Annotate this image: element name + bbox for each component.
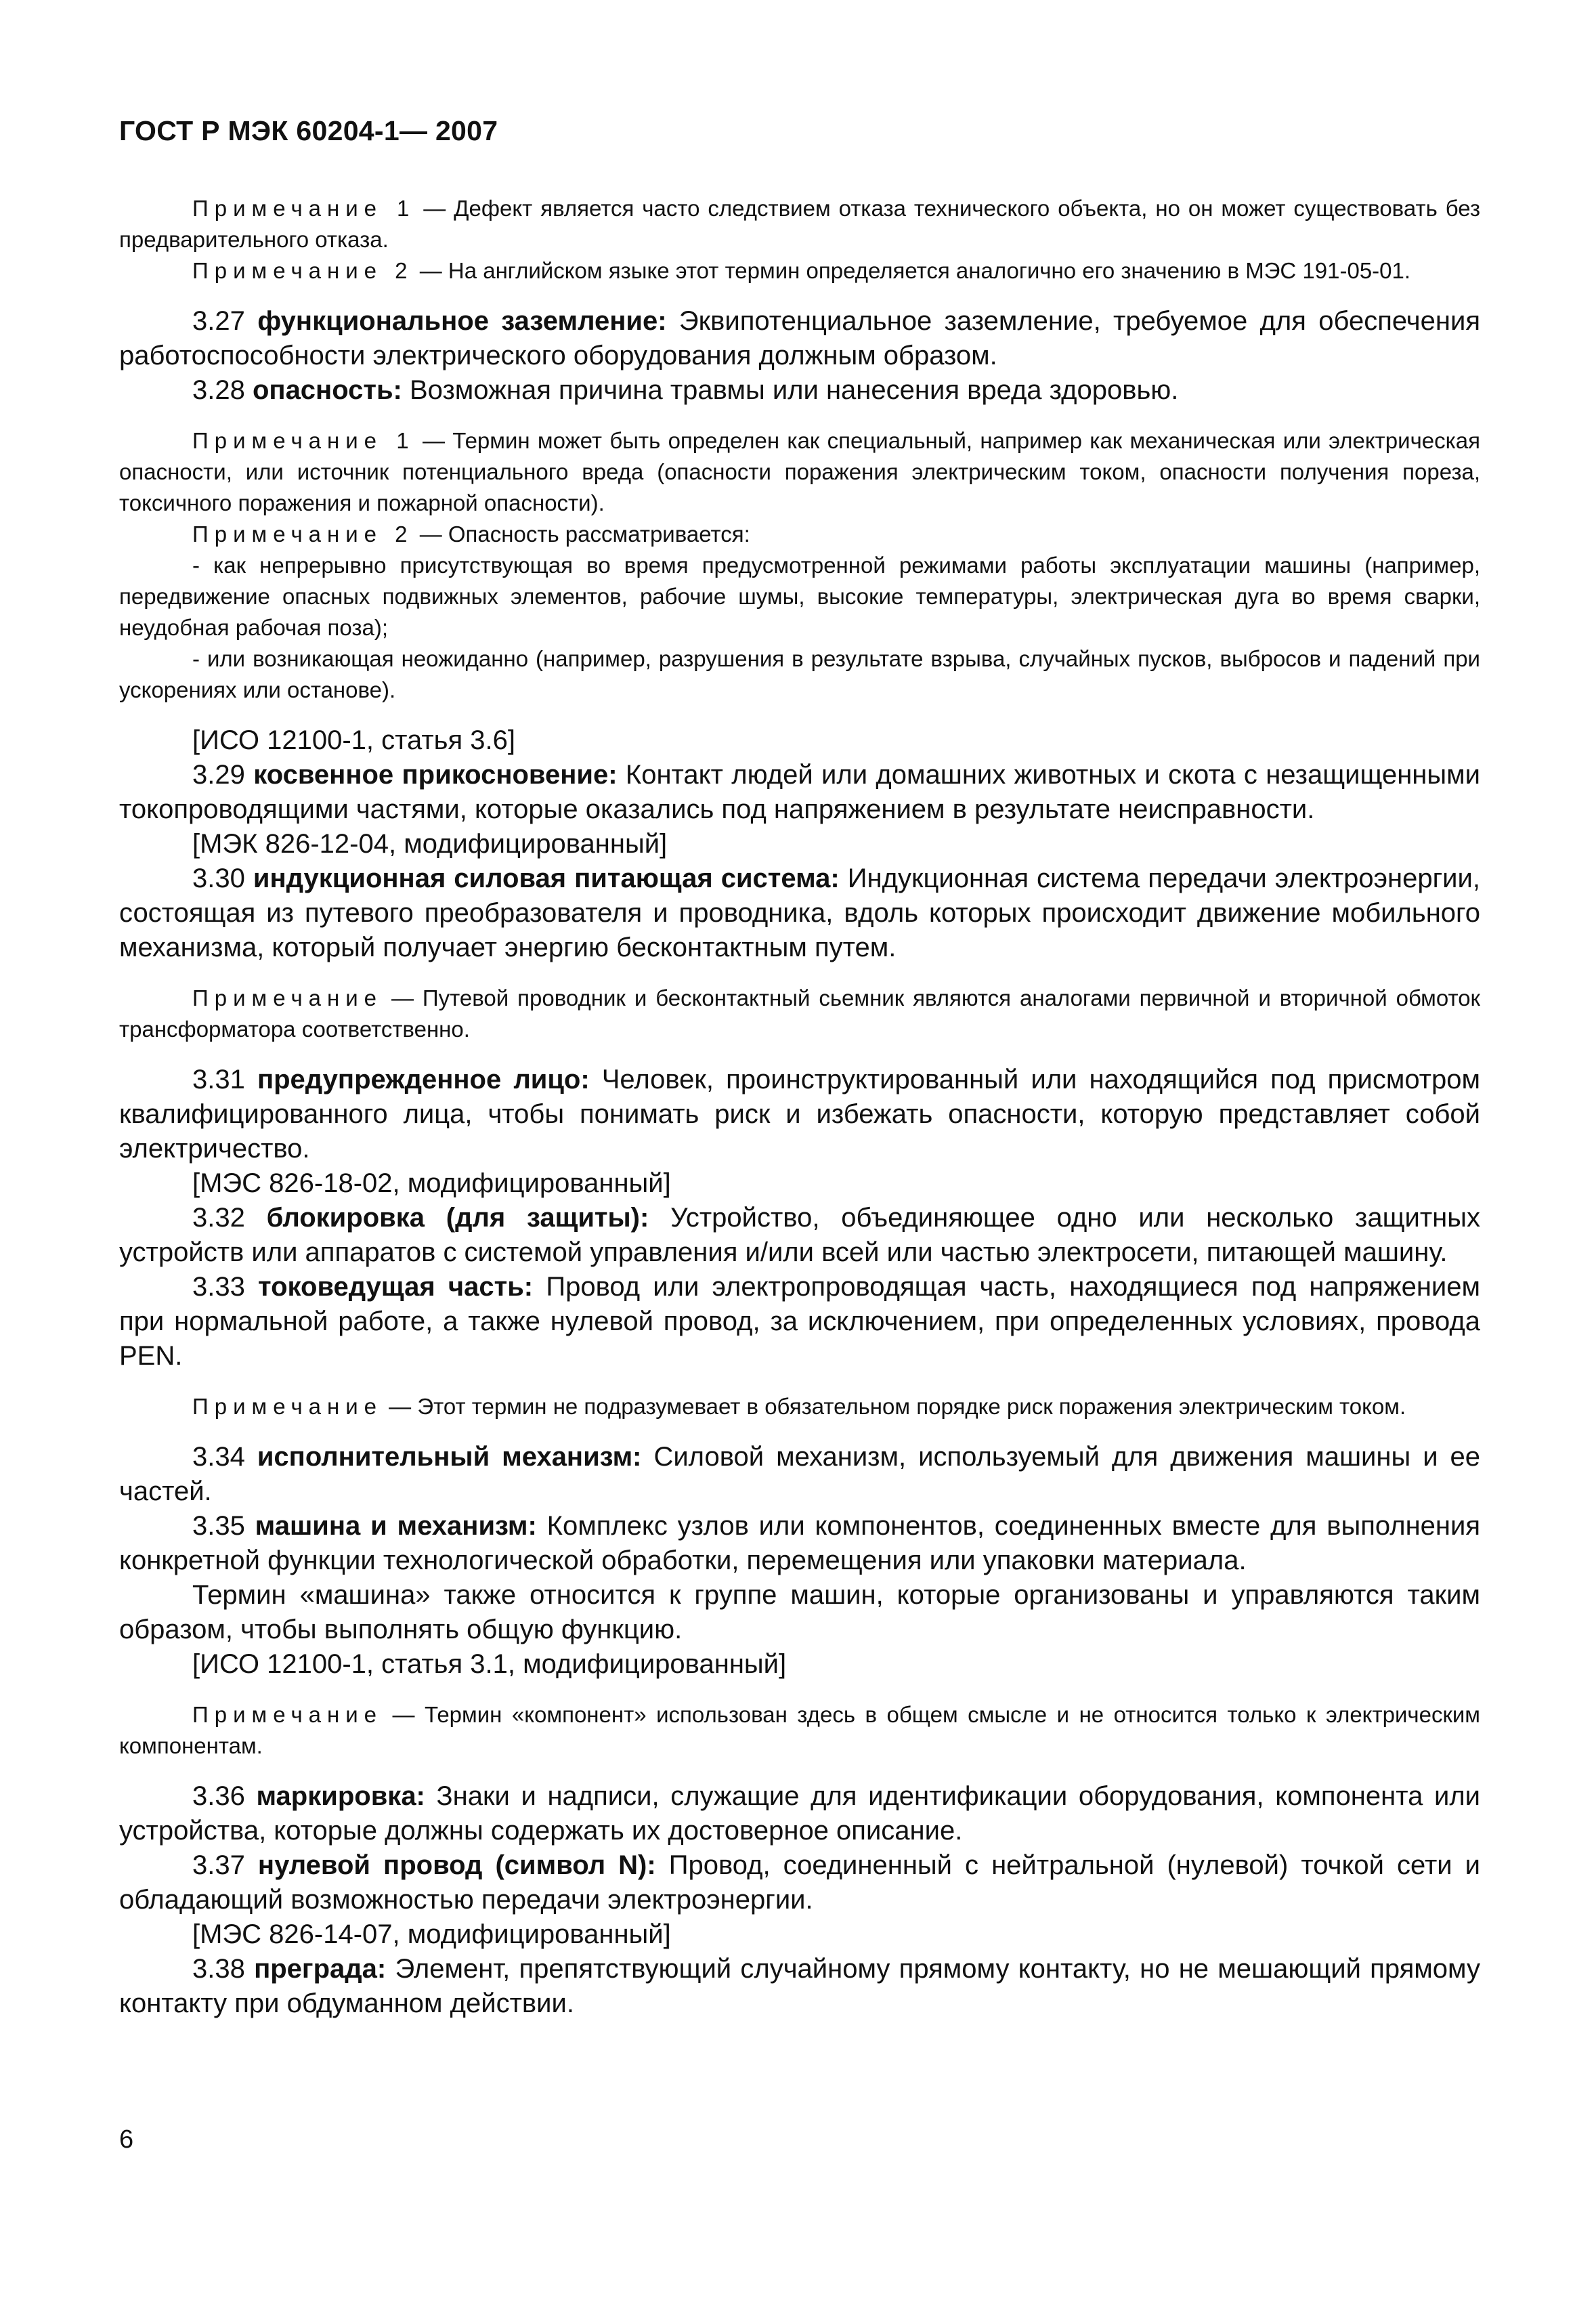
note-label: Примечание (192, 1394, 383, 1419)
note-text: — Дефект является часто следствием отказа технического объекта, но он может существовать без предварительного отказа. (119, 196, 1480, 252)
term-name: токоведущая часть: (258, 1272, 534, 1302)
term-definition (119, 304, 1480, 373)
term-text: Знаки и надписи, служащие для идентификации оборудования, компонента или устройства, которые должны содержать их достоверное описание. (119, 1781, 1481, 1846)
term-text: Возможная причина травмы или нанесения вреда здоровью. (402, 375, 1179, 405)
note-label: Примечание (192, 985, 383, 1010)
term-number: 3.28 (192, 375, 253, 405)
note-label: Примечание 2 (192, 258, 414, 283)
note-text: — На английском языке этот термин определяется аналогично его значению в МЭС 191-05-01. (413, 258, 1411, 283)
term-name: косвенное прикосновение: (253, 760, 618, 790)
term-text: Комплекс узлов или компонентов, соединенных вместе для выполнения конкретной функции технологической обработки, перемещения или упаковки материала. (119, 1511, 1481, 1575)
term-name: маркировка: (256, 1781, 425, 1811)
term-name: индукционная силовая питающая система: (253, 864, 840, 893)
term-number: 3.27 (192, 306, 258, 336)
note-label: Примечание (192, 1702, 383, 1727)
term-name: опасность: (252, 375, 402, 405)
note-text: — Путевой проводник и бесконтактный сьемник являются аналогами первичной и вторичной обмоток трансформатора соответственно. (119, 985, 1480, 1042)
document-body (119, 193, 1480, 2021)
spacer (119, 1045, 1480, 1063)
term-name: машина и механизм: (255, 1511, 537, 1541)
term-number: 3.34 (192, 1442, 257, 1472)
note-item (119, 550, 1480, 643)
term-definition (119, 1063, 1480, 1166)
note-label: Примечание 2 (192, 522, 414, 547)
term-text: Эквипотенциальное заземление, требуемое для обеспечения работоспособности электрического оборудования должным образом. (119, 306, 1480, 370)
term-definition (119, 1509, 1480, 1578)
term-text: Устройство, объединяющее одно или несколько защитных устройств или аппаратов с системой управления и/или всей или частью электросети, питающей машину. (119, 1203, 1480, 1267)
term-text: Индукционная система передачи электроэнергии, состоящая из путевого преобразователя и проводника, вдоль которых происходит движение мобильного механизма, который получает энергию бесконтактным путем. (119, 864, 1480, 962)
term-definition (119, 1270, 1480, 1374)
spacer (119, 1422, 1480, 1440)
spacer (119, 1762, 1480, 1779)
term-text: Элемент, препятствующий случайному прямому контакту, но не мешающий прямому контакту при обдуманном действии. (119, 1954, 1480, 2018)
spacer (119, 706, 1480, 723)
term-text: Человек, проинструктированный или находящийся под присмотром квалифицированного лица, чтобы понимать риск и избежать опасности, которую представляет собой электричество. (119, 1065, 1480, 1164)
reference-text: [МЭС 826-18-02, модифицированный] (192, 1168, 671, 1198)
term-number: 3.32 (192, 1203, 267, 1233)
note (119, 425, 1480, 519)
term-name: преграда: (254, 1954, 387, 1984)
note (119, 519, 1480, 550)
reference (119, 1647, 1480, 1682)
term-definition (119, 1440, 1480, 1509)
term-name: предупрежденное лицо: (257, 1065, 590, 1094)
note (119, 983, 1480, 1045)
note (119, 255, 1480, 286)
note-text: — Этот термин не подразумевает в обязательном порядке риск поражения электрическим током. (383, 1394, 1406, 1419)
term-definition (119, 1952, 1480, 2021)
note (119, 1391, 1480, 1422)
term-number: 3.30 (192, 864, 253, 893)
spacer (119, 408, 1480, 425)
reference-text: [ИСО 12100-1, статья 3.1, модифицированный] (192, 1649, 787, 1679)
note-item (119, 643, 1480, 706)
term-number: 3.29 (192, 760, 254, 790)
term-number: 3.37 (192, 1850, 258, 1880)
term-text: Провод или электропроводящая часть, находящиеся под напряжением при нормальной работе, а также нулевой провод, за исключением, при определенных условиях, провода PEN. (119, 1272, 1481, 1371)
note-text: — Термин может быть определен как специальный, например как механическая или электрическая опасности, или источник потенциального вреда (опасности поражения электрическим током, опасности получения пореза, токсичного поражения и пожарной опасности). (119, 428, 1481, 515)
term-number: 3.35 (192, 1511, 255, 1541)
spacer (119, 965, 1480, 983)
term-definition (119, 861, 1480, 965)
term-definition (119, 1779, 1480, 1848)
term-number: 3.31 (192, 1065, 257, 1094)
reference (119, 827, 1480, 861)
term-number: 3.33 (192, 1272, 259, 1302)
spacer (119, 1682, 1480, 1699)
paragraph (119, 1578, 1480, 1647)
term-definition (119, 758, 1480, 827)
note (119, 1699, 1480, 1762)
term-name: исполнительный механизм: (257, 1442, 642, 1472)
document-header: ГОСТ Р МЭК 60204-1— 2007 (119, 115, 498, 146)
note-item-text: - как непрерывно присутствующая во время предусмотренной режимами работы эксплуатации машины (например, передвижение опасных подвижных элементов, рабочие шумы, высокие температуры, электрическая дуга во время сварки, неудобная рабочая поза); (119, 553, 1480, 640)
note-item-text: - или возникающая неожиданно (например, разрушения в результате взрыва, случайных пусков, выбросов и падений при ускорениях или останове). (119, 646, 1480, 702)
term-name: блокировка (для защиты): (266, 1203, 649, 1233)
reference (119, 1917, 1480, 1952)
term-number: 3.36 (192, 1781, 257, 1811)
paragraph-text: Термин «машина» также относится к группе машин, которые организованы и управляются таким образом, чтобы выполнять общую функцию. (119, 1580, 1480, 1644)
spacer (119, 1374, 1480, 1391)
term-number: 3.38 (192, 1954, 255, 1984)
note-text: — Опасность рассматривается: (413, 522, 750, 547)
term-definition (119, 1848, 1480, 1917)
reference-text: [МЭК 826-12-04, модифицированный] (192, 829, 668, 859)
note (119, 193, 1480, 255)
term-name: нулевой провод (символ N): (257, 1850, 656, 1880)
reference (119, 1166, 1480, 1201)
note-text: — Термин «компонент» использован здесь в общем смысле и не относится только к электрическим компонентам. (119, 1702, 1480, 1758)
note-label: Примечание 1 (192, 428, 415, 453)
term-text: Провод, соединенный с нейтральной (нулевой) точкой сети и обладающий возможностью передачи электроэнергии. (119, 1850, 1480, 1915)
reference (119, 723, 1480, 758)
note-label: Примечание 1 (192, 196, 416, 221)
term-text: Контакт людей или домашних животных и скота с незащищенными токопроводящими частями, которые оказались под напряжением в результате неисправности. (119, 760, 1480, 824)
reference-text: [ИСО 12100-1, статья 3.6] (192, 725, 516, 755)
reference-text: [МЭС 826-14-07, модифицированный] (192, 1919, 671, 1949)
spacer (119, 286, 1480, 304)
page-number: 6 (119, 2125, 134, 2154)
document-page (119, 115, 1480, 2021)
term-definition (119, 373, 1480, 408)
term-name: функциональное заземление: (257, 306, 667, 336)
term-definition (119, 1201, 1480, 1270)
term-text: Силовой механизм, используемый для движения машины и ее частей. (119, 1442, 1480, 1506)
